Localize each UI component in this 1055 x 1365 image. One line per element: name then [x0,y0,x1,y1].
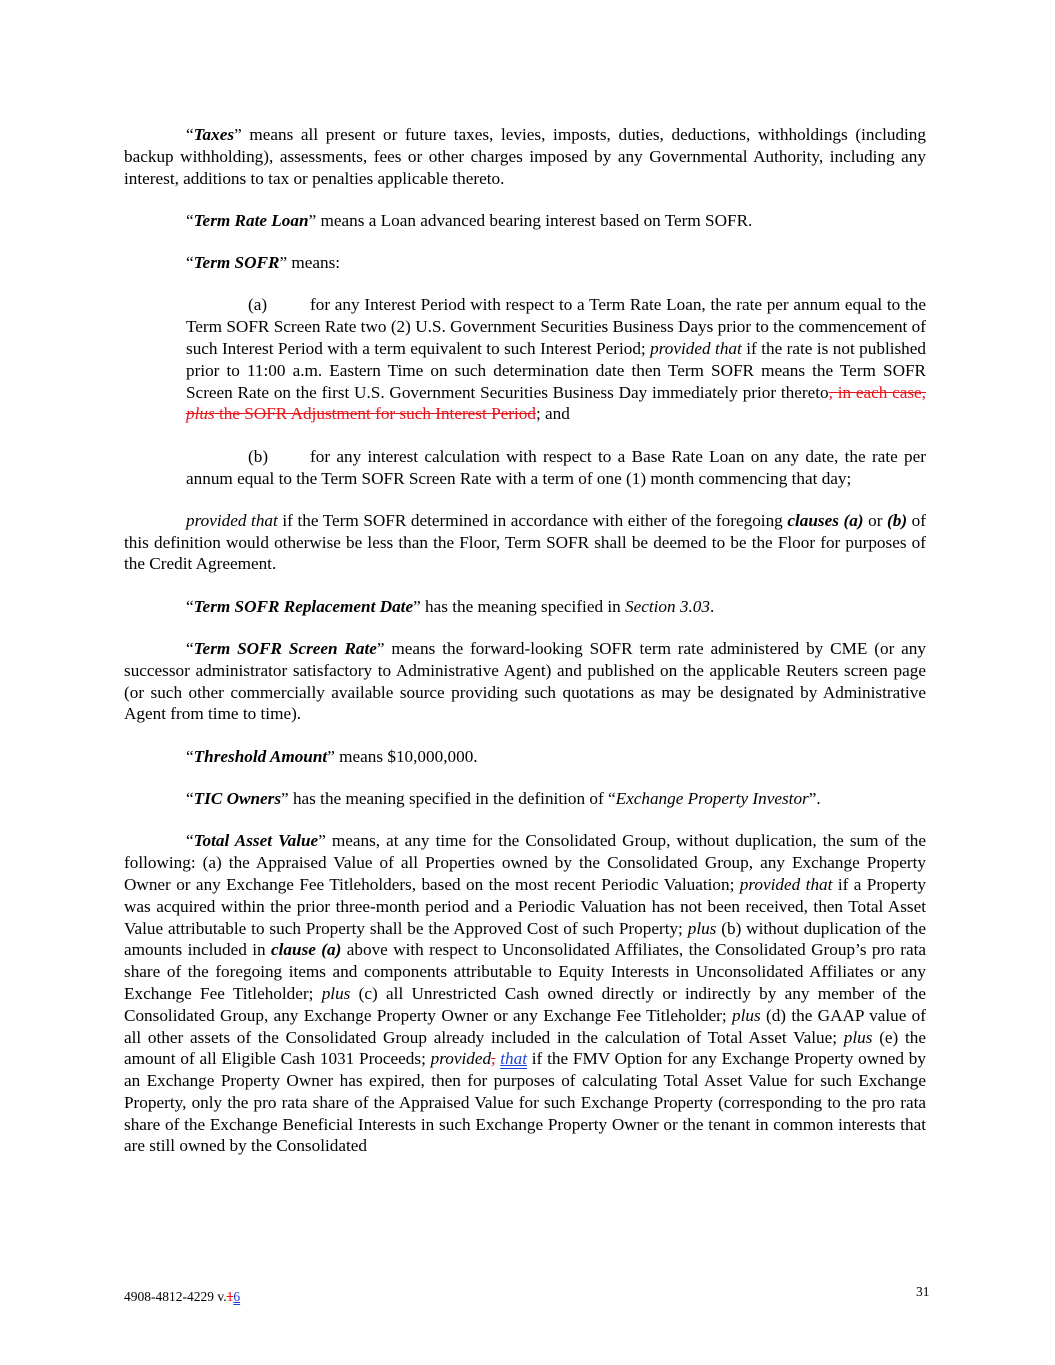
clause-label: (a) [248,295,268,315]
inserted-version: 6 [233,1289,241,1304]
definition-paragraph [124,124,926,189]
text-run: “ [186,125,194,144]
definition-paragraph [124,746,926,768]
text-run: “ [186,789,194,809]
text-run: “ [186,746,194,766]
text-run: ” means, at any time for the Consolidated Group, without duplication, the sum of the following: (a) the Appraised Value of all Properties owned by the Consolidated Group, any Exchange Property Owner or any Exchange Fee Titleholders, based on the most recent Periodic Valuation; [124,831,926,894]
definition-paragraph [124,252,926,274]
deleted-text: plus [186,404,215,424]
text-run: ” has the meaning specified in the definition of “ [281,789,616,809]
deleted-text: , in each case, [828,382,926,402]
deleted-text: the SOFR Adjustment for such Interest Period [214,404,536,424]
text-run: . [709,596,715,616]
text-run: if the FMV Option for any Exchange Property owned by an Exchange Property Owner has expired, then for purposes of calculating Total Asset Value for such Exchange Property, only the pro rata share of the Appraised Value for such Exchange Property (corresponding to the pro rata share of the Exchange Beneficial Interests in such Exchange Property Owner or the tenant in common interests that are still owned by the Consolidated [124,1049,926,1156]
text-run: (c) all Unrestricted Cash owned directly or indirectly by any member of the Consolidated Group, any Exchange Property Owner or any Exchange Fee Titleholder; [124,983,926,1025]
document-body [124,124,926,1178]
definition-paragraph [124,788,926,810]
doc-id-text: 4908-4812-4229 v. [124,1289,227,1304]
text-run: of this definition would otherwise be less than the Floor, Term SOFR shall be deemed to be the Floor for purposes of the Credit Agreement. [124,510,926,574]
text-run: (d) the GAAP value of all other assets of the Consolidated Group already included in the calculation of Total Asset Value; [124,1005,927,1047]
italic-text: provided [430,1049,492,1069]
defined-term: Term SOFR Screen Rate [193,639,377,659]
definition-paragraph [124,638,926,725]
definition-paragraph [124,210,926,232]
text-run: ” means a Loan advanced bearing interest based on Term SOFR. [308,210,753,230]
defined-term: Term SOFR Replacement Date [193,596,414,616]
defined-term: Taxes [193,125,235,144]
text-run: for any interest calculation with respect to a Base Rate Loan on any date, the rate per annum equal to the Term SOFR Screen Rate with a term of one (1) month commencing that day; [186,446,926,488]
defined-term: Term SOFR [193,253,280,273]
text-run: above with respect to Unconsolidated Affiliates, the Consolidated Group’s pro rata share of the foregoing items and components attributable to Equity Interests in Unconsolidated Affiliates or any Exchange Fee Titleholder; [124,940,927,1003]
defined-term: Term Rate Loan [193,210,309,230]
definition-paragraph [124,830,926,1157]
text-run: “ [186,639,194,659]
text-run: ” means $10,000,000. [327,746,478,766]
italic-text: plus [321,983,351,1003]
italic-text: provided that [650,339,742,359]
definition-paragraph [124,596,926,618]
text-run: (e) the amount of all Eligible Cash 1031 Proceeds; [124,1027,927,1069]
text-run: for any Interest Period with respect to a Term Rate Loan, the rate per annum equal to the Term SOFR Screen Rate two (2) U.S. Government Securities Business Days prior to the commencement of such Interest Period with a term equivalent to such Interest Period; [186,295,926,359]
text-run: if a Property was acquired within the prior three-month period and a Periodic Valuation has not been received, then Total Asset Value attributable to such Property shall be the Approved Cost of such Property; [124,874,926,938]
text-run: “ [186,831,194,851]
text-run: (b) without duplication of the amounts included in [124,918,926,960]
defined-term: Total Asset Value [193,831,319,851]
text-run: “ [186,253,194,273]
sub-clause [186,294,926,425]
text-run: ; and [535,404,570,424]
clause-label: (b) [248,446,269,466]
defined-term: clauses (a) [787,510,864,530]
italic-text: plus [843,1027,873,1047]
italic-text: Section 3.03 [625,596,710,616]
text-run: ” means all present or future taxes, levies, imposts, duties, deductions, withholdings (including backup withholding), assessments, fees or other charges imposed by any Governmental Authority, including any interest, additions to tax or penalties applicable thereto. [124,125,926,188]
text-run: ”. [808,789,821,809]
text-run: “ [186,210,194,230]
deleted-version: 1 [226,1289,234,1304]
inserted-text: that [500,1049,527,1069]
defined-term: clause (a) [271,940,342,960]
definition-paragraph [124,510,926,575]
document-id [124,1289,240,1305]
page-number: 31 [916,1284,930,1299]
text-run: if the Term SOFR determined in accordance with either of the foregoing [277,510,788,530]
defined-term: TIC Owners [193,789,282,809]
sub-clause [186,446,926,490]
text-run: ” means the forward-looking SOFR term rate administered by CME (or any successor administrator satisfactory to Administrative Agent) and published on the applicable Reuters screen page (or such other commercially available source providing such quotations as may be designated by Administrative Agent from time to time). [124,639,926,724]
italic-text: provided that [186,510,278,530]
italic-text: provided that [739,874,833,894]
text-run: ” means: [279,253,341,273]
text-run: or [863,510,888,530]
text-run: “ [186,596,194,616]
text-run: if the rate is not published prior to 11:00 a.m. Eastern Time on such determination date then Term SOFR means the Term SOFR Screen Rate on the first U.S. Government Securities Business Day immediately prior thereto [186,339,927,402]
deleted-text: , [491,1049,496,1069]
text-run: ” has the meaning specified in [413,596,626,616]
italic-text: plus [731,1005,761,1025]
defined-term: Threshold Amount [193,746,328,766]
italic-text: Exchange Property Investor [615,789,809,809]
defined-term: (b) [887,510,908,530]
italic-text: plus [687,918,717,938]
